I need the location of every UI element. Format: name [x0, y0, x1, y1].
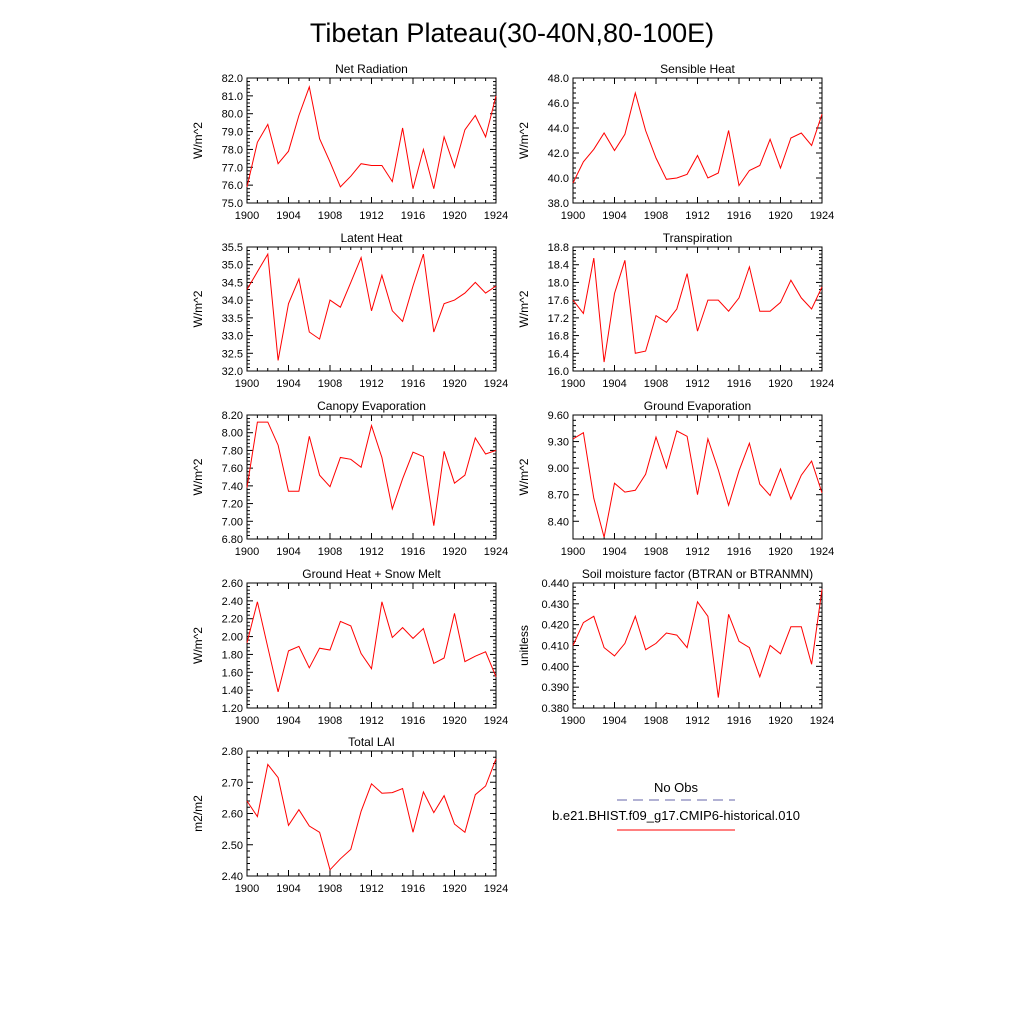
- y-tick-label: 75.0: [221, 198, 243, 210]
- x-tick-label: 1908: [317, 715, 343, 727]
- y-tick-label: 2.20: [221, 613, 243, 626]
- panel-title: Latent Heat: [340, 231, 403, 245]
- panel-title: Net Radiation: [335, 62, 408, 76]
- y-axis-label: W/m^2: [191, 122, 205, 159]
- x-tick-label: 1916: [726, 546, 752, 558]
- x-tick-label: 1924: [483, 378, 509, 390]
- y-tick-label: 76.0: [221, 180, 243, 193]
- panel-title: Ground Evaporation: [643, 399, 752, 413]
- legend-obs-label: No Obs: [653, 780, 699, 795]
- x-tick-label: 1916: [726, 378, 752, 390]
- x-tick-label: 1916: [400, 546, 426, 558]
- y-axis-label: m2/m2: [191, 795, 205, 832]
- y-tick-label: 0.390: [541, 682, 569, 695]
- y-tick-label: 35.5: [221, 242, 243, 254]
- x-tick-label: 1924: [809, 210, 835, 222]
- x-tick-label: 1904: [276, 210, 301, 222]
- x-tick-label: 1916: [726, 210, 752, 222]
- x-tick-label: 1908: [643, 210, 669, 222]
- panel-title: Soil moisture factor (BTRAN or BTRANMN): [581, 567, 814, 581]
- y-tick-label: 17.2: [547, 312, 569, 325]
- y-tick-label: 0.410: [541, 640, 569, 653]
- y-tick-label: 0.430: [541, 598, 569, 611]
- y-tick-label: 7.60: [221, 463, 243, 476]
- y-axis-label: W/m^2: [191, 627, 205, 664]
- y-tick-label: 6.80: [221, 534, 243, 546]
- x-tick-label: 1904: [602, 378, 627, 390]
- x-tick-label: 1920: [768, 210, 793, 222]
- y-tick-label: 1.80: [221, 649, 243, 662]
- y-tick-label: 17.6: [547, 295, 569, 308]
- panel-title: Total LAI: [348, 735, 395, 749]
- y-tick-label: 1.20: [221, 703, 243, 715]
- y-axis-label: W/m^2: [517, 122, 531, 159]
- y-tick-label: 82.0: [221, 73, 243, 85]
- x-tick-label: 1920: [768, 546, 793, 558]
- x-tick-label: 1912: [685, 715, 710, 727]
- x-tick-label: 1920: [768, 378, 793, 390]
- y-tick-label: 33.0: [221, 330, 243, 343]
- y-tick-label: 7.20: [221, 498, 243, 511]
- x-tick-label: 1920: [442, 883, 467, 895]
- y-axis-label: W/m^2: [517, 290, 531, 328]
- x-tick-label: 1904: [276, 715, 301, 727]
- x-tick-label: 1900: [560, 715, 586, 727]
- y-tick-label: 2.60: [221, 578, 243, 590]
- legend-model-label: b.e21.BHIST.f09_g17.CMIP6-historical.010: [552, 808, 800, 823]
- y-tick-label: 42.0: [547, 148, 569, 160]
- x-tick-label: 1912: [359, 378, 384, 390]
- x-tick-label: 1900: [234, 546, 260, 558]
- x-tick-label: 1924: [809, 715, 835, 727]
- x-tick-label: 1924: [483, 715, 509, 727]
- y-tick-label: 2.40: [221, 595, 243, 608]
- x-tick-label: 1904: [602, 210, 627, 222]
- x-tick-label: 1916: [400, 715, 426, 727]
- panel-title: Sensible Heat: [660, 62, 735, 76]
- x-tick-label: 1900: [560, 546, 586, 558]
- y-tick-label: 8.40: [547, 516, 569, 529]
- x-tick-label: 1924: [809, 378, 835, 390]
- y-tick-label: 0.440: [541, 578, 569, 590]
- panel-title: Transpiration: [662, 231, 733, 245]
- y-tick-label: 18.8: [547, 242, 569, 254]
- x-tick-label: 1904: [276, 883, 301, 895]
- x-tick-label: 1920: [442, 378, 467, 390]
- x-tick-label: 1908: [317, 546, 343, 558]
- x-tick-label: 1912: [359, 715, 384, 727]
- y-tick-label: 16.8: [547, 330, 569, 343]
- y-tick-label: 2.80: [221, 746, 243, 758]
- x-tick-label: 1904: [276, 378, 301, 390]
- y-tick-label: 81.0: [221, 90, 243, 103]
- y-tick-label: 9.60: [547, 410, 569, 422]
- y-tick-label: 1.40: [221, 685, 243, 698]
- y-tick-label: 33.5: [221, 312, 243, 325]
- x-tick-label: 1912: [359, 546, 384, 558]
- y-axis-label: W/m^2: [191, 458, 205, 496]
- x-tick-label: 1916: [400, 210, 426, 222]
- y-tick-label: 34.5: [221, 277, 243, 290]
- y-tick-label: 0.400: [541, 661, 569, 674]
- y-tick-label: 2.40: [221, 871, 243, 883]
- y-tick-label: 77.0: [221, 162, 243, 175]
- x-tick-label: 1908: [643, 546, 669, 558]
- y-tick-label: 7.40: [221, 480, 243, 493]
- x-tick-label: 1904: [602, 715, 627, 727]
- x-tick-label: 1924: [483, 883, 509, 895]
- y-tick-label: 2.70: [221, 777, 243, 790]
- y-axis-label: W/m^2: [191, 290, 205, 328]
- y-tick-label: 16.4: [547, 348, 569, 361]
- y-tick-label: 2.60: [221, 808, 243, 821]
- y-tick-label: 8.20: [221, 410, 243, 422]
- y-tick-label: 48.0: [547, 73, 569, 85]
- x-tick-label: 1900: [560, 378, 586, 390]
- y-tick-label: 40.0: [547, 173, 569, 185]
- y-tick-label: 38.0: [547, 198, 569, 210]
- panel-title: Ground Heat + Snow Melt: [302, 567, 441, 581]
- x-tick-label: 1920: [768, 715, 793, 727]
- x-tick-label: 1916: [400, 883, 426, 895]
- x-tick-label: 1912: [685, 210, 710, 222]
- y-axis-label: unitless: [517, 625, 531, 666]
- y-tick-label: 9.30: [547, 436, 569, 449]
- x-tick-label: 1916: [400, 378, 426, 390]
- y-tick-label: 32.0: [221, 366, 243, 378]
- y-tick-label: 18.4: [547, 259, 569, 272]
- y-tick-label: 9.00: [547, 463, 569, 476]
- y-tick-label: 1.60: [221, 667, 243, 680]
- y-tick-label: 0.380: [541, 703, 569, 715]
- y-tick-label: 2.50: [221, 839, 243, 852]
- x-tick-label: 1912: [685, 546, 710, 558]
- y-tick-label: 44.0: [547, 123, 569, 135]
- x-tick-label: 1900: [234, 883, 260, 895]
- x-tick-label: 1912: [685, 378, 710, 390]
- x-tick-label: 1912: [359, 210, 384, 222]
- x-tick-label: 1900: [560, 210, 586, 222]
- y-axis-label: W/m^2: [517, 458, 531, 496]
- y-tick-label: 79.0: [221, 126, 243, 139]
- x-tick-label: 1920: [442, 210, 467, 222]
- x-tick-label: 1912: [359, 883, 384, 895]
- x-tick-label: 1924: [809, 546, 835, 558]
- y-tick-label: 32.5: [221, 348, 243, 361]
- figure-title: Tibetan Plateau(30-40N,80-100E): [309, 18, 715, 48]
- y-tick-label: 8.00: [221, 427, 243, 440]
- panel-title: Canopy Evaporation: [317, 399, 426, 413]
- x-tick-label: 1908: [317, 210, 343, 222]
- x-tick-label: 1920: [442, 546, 467, 558]
- x-tick-label: 1900: [234, 715, 260, 727]
- x-tick-label: 1908: [317, 883, 343, 895]
- y-tick-label: 7.80: [221, 445, 243, 458]
- x-tick-label: 1916: [726, 715, 752, 727]
- y-tick-label: 78.0: [221, 144, 243, 157]
- x-tick-label: 1924: [483, 546, 509, 558]
- y-tick-label: 80.0: [221, 108, 243, 121]
- y-tick-label: 2.00: [221, 631, 243, 644]
- y-tick-label: 0.420: [541, 619, 569, 632]
- x-tick-label: 1908: [643, 715, 669, 727]
- y-tick-label: 7.00: [221, 516, 243, 529]
- x-tick-label: 1924: [483, 210, 509, 222]
- y-tick-label: 8.70: [547, 489, 569, 502]
- x-tick-label: 1920: [442, 715, 467, 727]
- x-tick-label: 1908: [317, 378, 343, 390]
- y-tick-label: 35.0: [221, 259, 243, 272]
- y-tick-label: 46.0: [547, 98, 569, 110]
- x-tick-label: 1908: [643, 378, 669, 390]
- x-tick-label: 1900: [234, 210, 260, 222]
- x-tick-label: 1900: [234, 378, 260, 390]
- x-tick-label: 1904: [602, 546, 627, 558]
- y-tick-label: 34.0: [221, 295, 243, 308]
- y-tick-label: 18.0: [547, 277, 569, 290]
- x-tick-label: 1904: [276, 546, 301, 558]
- y-tick-label: 16.0: [547, 366, 569, 378]
